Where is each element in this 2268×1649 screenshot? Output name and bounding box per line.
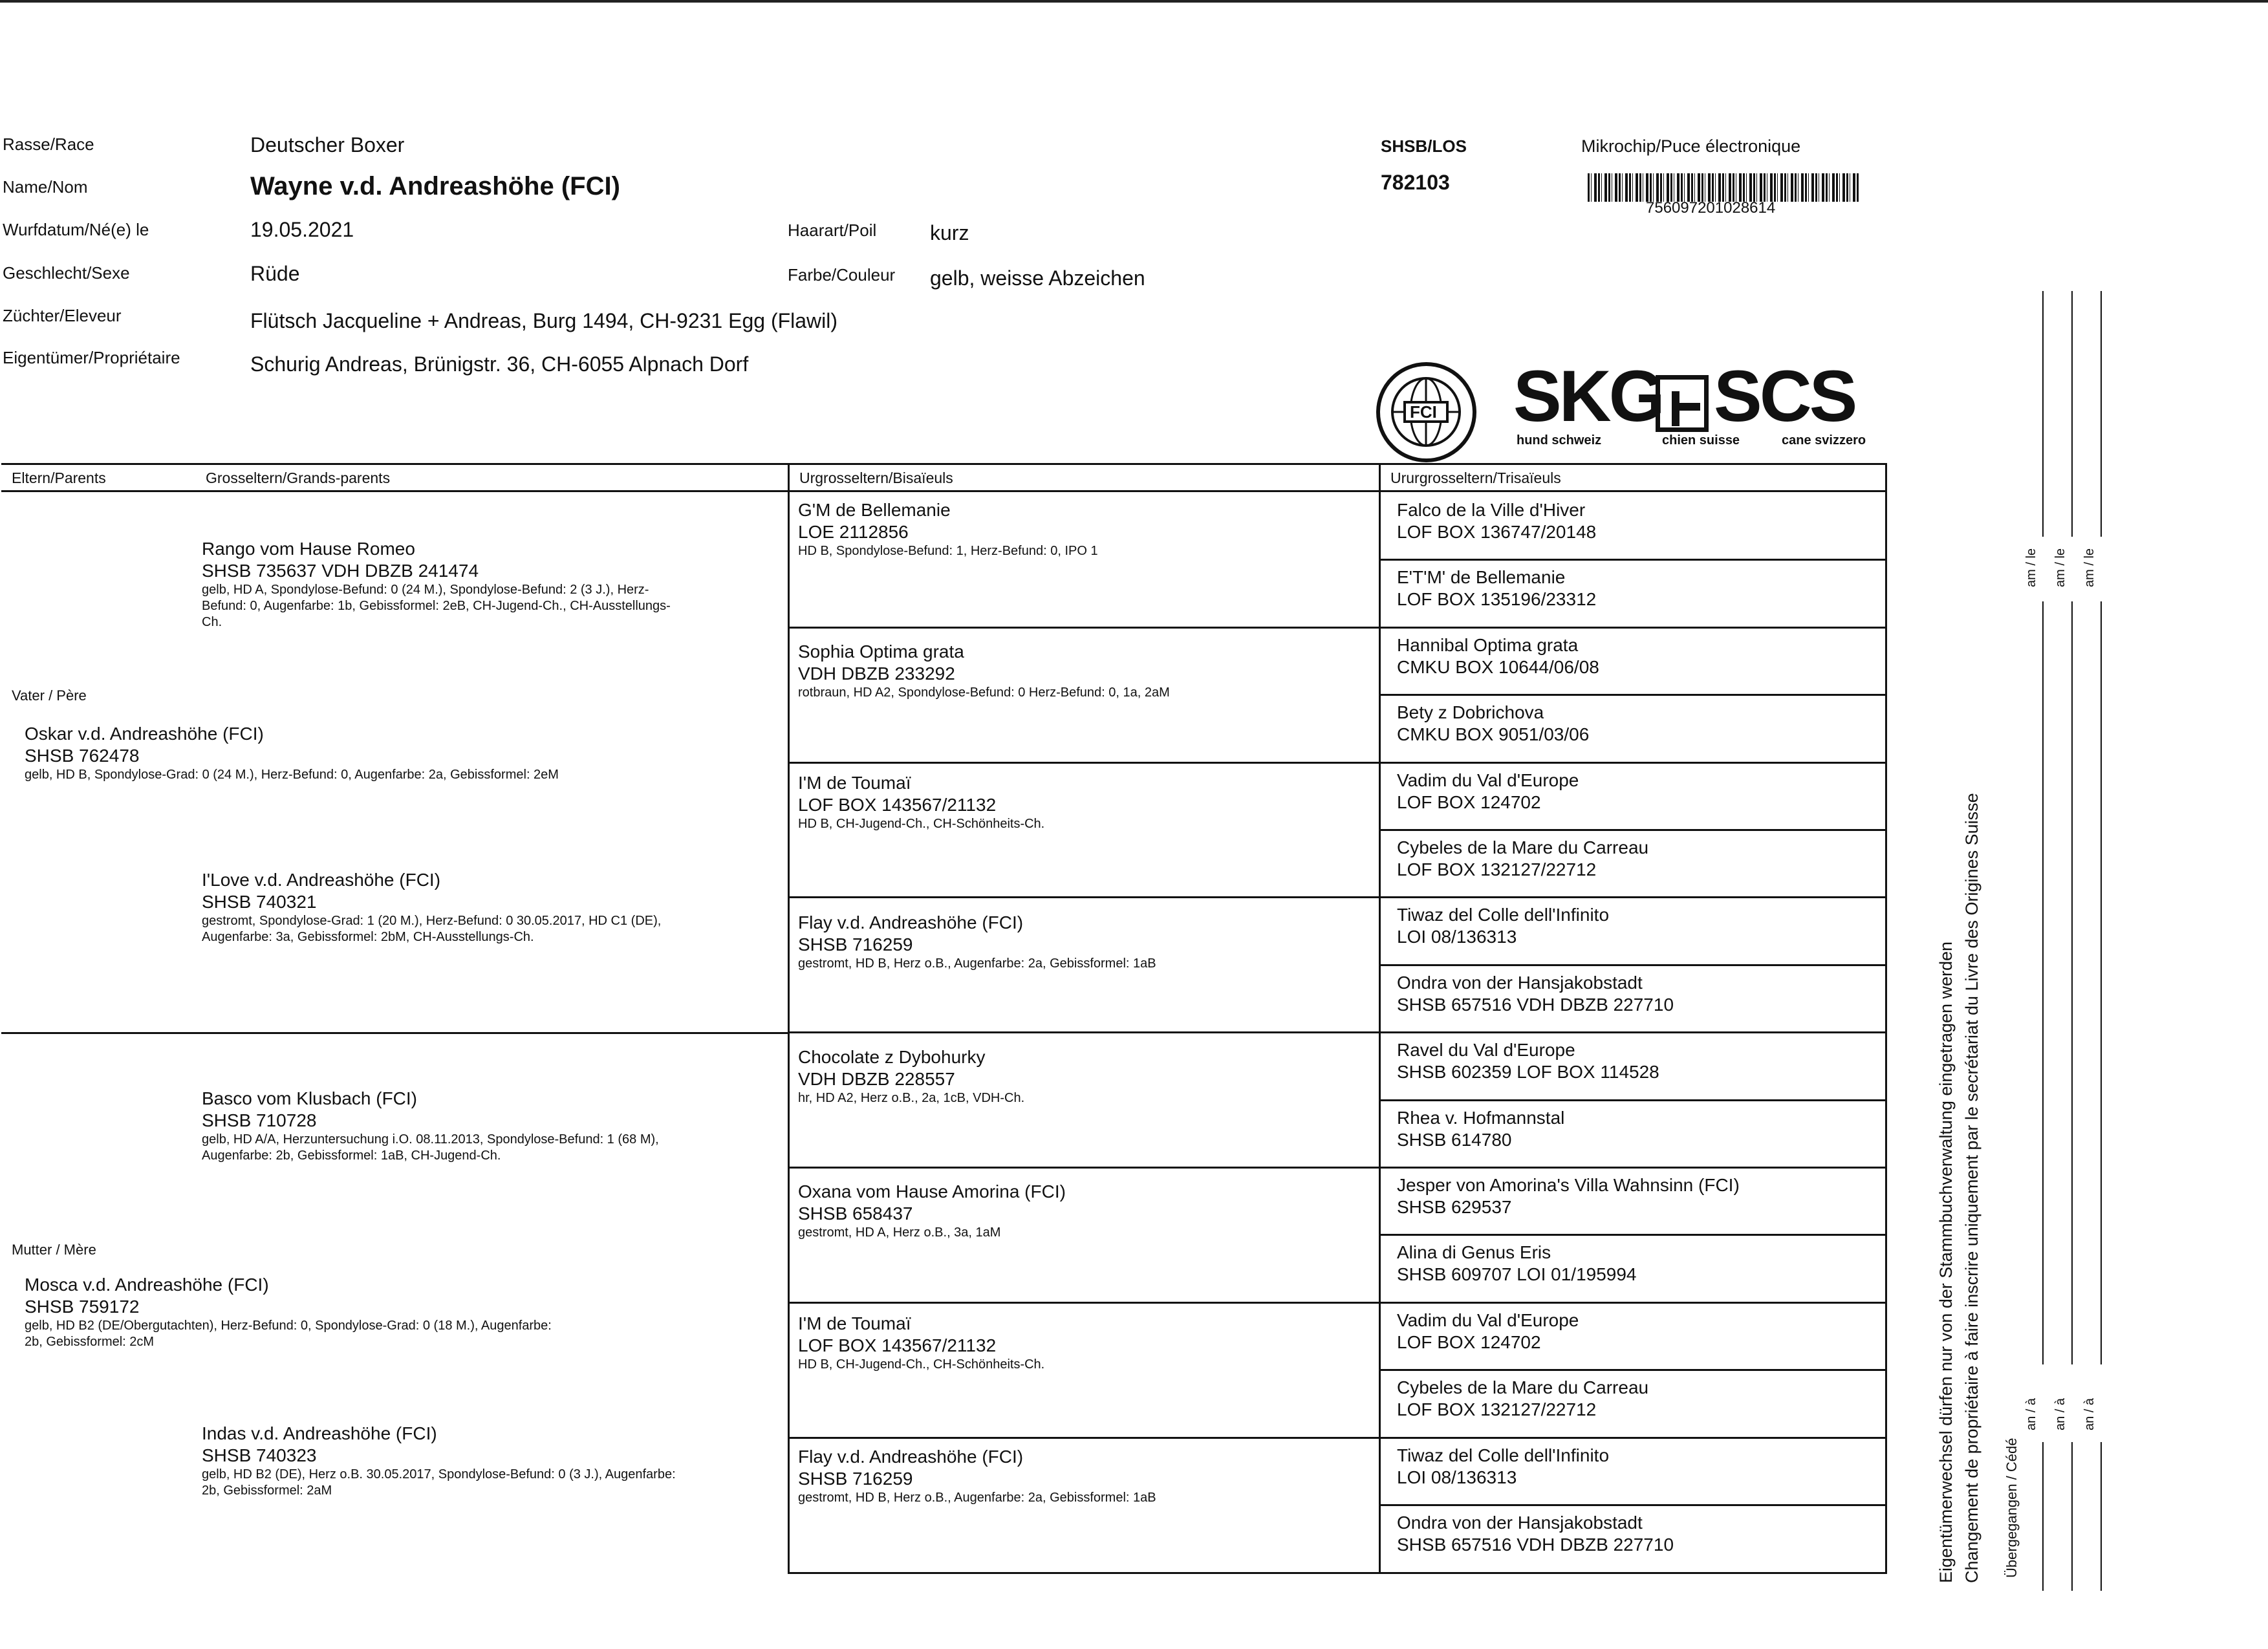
gg-reg: CMKU BOX 9051/03/06 — [1397, 724, 1590, 744]
gg-name: Vadim du Val d'Europe — [1397, 770, 1579, 790]
greatgreat-row-divider — [1379, 1302, 1887, 1304]
header-grandparents: Grosseltern/Grands-parents — [206, 469, 391, 486]
great-name: Chocolate z Dybohurky — [798, 1047, 986, 1067]
table-top-border — [1, 463, 1887, 465]
value-wurfdatum: 19.05.2021 — [250, 218, 354, 241]
greatgreat-row-divider — [1379, 1234, 1887, 1236]
gg-name: Cybeles de la Mare du Carreau — [1397, 837, 1649, 857]
grandparent-details-line: gelb, HD A/A, Herzuntersuchung i.O. 08.11.2013, Spondylose-Befund: 1 (68 M), — [202, 1132, 659, 1147]
label-mikrochip: Mikrochip/Puce électronique — [1581, 136, 1801, 156]
great-reg: VDH DBZB 228557 — [798, 1069, 955, 1089]
great-great-grandparent — [1397, 1310, 1579, 1353]
gg-reg: LOF BOX 135196/23312 — [1397, 589, 1597, 609]
grandparent-reg: SHSB 740323 — [202, 1445, 317, 1465]
table-right-border — [1885, 463, 1887, 1574]
gg-name: Bety z Dobrichova — [1397, 702, 1544, 722]
great-grandparent-3 — [798, 772, 1044, 832]
gg-reg: LOF BOX 124702 — [1397, 1332, 1541, 1352]
great-grandparent-5 — [798, 1046, 1024, 1106]
gg-reg: SHSB 614780 — [1397, 1130, 1512, 1150]
greatgreat-row-divider — [1379, 1504, 1887, 1506]
grandparent-1 — [202, 538, 671, 630]
greatgreat-row-divider — [1379, 627, 1887, 629]
great-name: Oxana vom Hause Amorina (FCI) — [798, 1181, 1066, 1202]
great-row-divider — [788, 1031, 1379, 1033]
label-haarart: Haarart/Poil — [788, 221, 877, 240]
great-name: Sophia Optima grata — [798, 641, 964, 662]
gg-name: Tiwaz del Colle dell'Infinito — [1397, 1445, 1610, 1465]
gg-reg: LOF BOX 124702 — [1397, 792, 1541, 812]
table-col-divider-1 — [788, 463, 790, 1574]
great-great-grandparent — [1397, 972, 1674, 1016]
skg-emblem-icon — [1656, 375, 1709, 432]
grandparent-2 — [202, 869, 661, 945]
value-shsb: 782103 — [1381, 171, 1450, 194]
great-row-divider — [788, 1302, 1379, 1304]
value-rasse: Deutscher Boxer — [250, 133, 405, 156]
label-rasse: Rasse/Race — [3, 135, 94, 154]
great-great-grandparent — [1397, 904, 1609, 948]
parent-details: gelb, HD B, Spondylose-Grad: 0 (24 M.), Herz-Befund: 0, Augenfarbe: 2a, Gebissformel: 2eM — [25, 768, 559, 782]
value-farbe: gelb, weisse Abzeichen — [930, 266, 1145, 290]
greatgreat-row-divider — [1379, 896, 1887, 898]
greatgreat-row-divider — [1379, 1099, 1887, 1101]
an-label: an / à — [2024, 1397, 2038, 1430]
tagline-it: cane svizzero — [1782, 433, 1866, 447]
great-great-grandparent — [1397, 566, 1596, 610]
greatgreat-row-divider — [1379, 762, 1887, 764]
grandparent-name: Indas v.d. Andreashöhe (FCI) — [202, 1423, 437, 1443]
great-details: gestromt, HD A, Herz o.B., 3a, 1aM — [798, 1225, 1001, 1240]
value-zuechter: Flütsch Jacqueline + Andreas, Burg 1494, CH-9231 Egg (Flawil) — [250, 309, 838, 332]
grandparent-reg: SHSB 740321 — [202, 892, 317, 912]
gg-reg: SHSB 609707 LOI 01/195994 — [1397, 1264, 1637, 1284]
label-name: Name/Nom — [3, 177, 88, 197]
table-header-divider — [1, 490, 1887, 492]
label-geschlecht: Geschlecht/Sexe — [3, 263, 130, 283]
grandparent-4 — [202, 1423, 676, 1499]
header-parents: Eltern/Parents — [12, 469, 106, 486]
great-great-grandparent — [1397, 1039, 1659, 1083]
header-great: Urgrosseltern/Bisaïeuls — [799, 469, 953, 486]
role-father: Vater / Père — [12, 687, 87, 704]
great-details: HD B, Spondylose-Befund: 1, Herz-Befund: 0, IPO 1 — [798, 544, 1098, 558]
great-row-divider — [788, 896, 1379, 898]
great-grandparent-1 — [798, 499, 1098, 559]
gg-reg: LOF BOX 136747/20148 — [1397, 522, 1597, 542]
great-great-grandparent — [1397, 1174, 1740, 1218]
great-grandparent-6 — [798, 1181, 1066, 1241]
tagline-de: hund schweiz — [1517, 433, 1602, 447]
great-details: HD B, CH-Jugend-Ch., CH-Schönheits-Ch. — [798, 817, 1045, 831]
blank-line-date-3 — [2101, 601, 2102, 1364]
great-name: Flay v.d. Andreashöhe (FCI) — [798, 912, 1024, 932]
great-row-divider — [788, 1437, 1379, 1439]
great-row-divider — [788, 1167, 1379, 1169]
table-bottom-border — [788, 1572, 1887, 1574]
gg-name: Alina di Genus Eris — [1397, 1242, 1551, 1262]
great-great-grandparent — [1397, 702, 1589, 746]
great-name: I'M de Toumaï — [798, 773, 911, 793]
great-name: G'M de Bellemanie — [798, 500, 951, 520]
blank-line-owner-2 — [2071, 291, 2073, 537]
gg-reg: SHSB 657516 VDH DBZB 227710 — [1397, 995, 1674, 1015]
am-label: am / le — [2024, 548, 2038, 587]
parent-name: Oskar v.d. Andreashöhe (FCI) — [25, 724, 264, 744]
greatgreat-row-divider — [1379, 964, 1887, 966]
gg-reg: LOF BOX 132127/22712 — [1397, 859, 1597, 879]
great-great-grandparent — [1397, 1242, 1637, 1286]
great-details: gestromt, HD B, Herz o.B., Augenfarbe: 2a, Gebissformel: 1aB — [798, 956, 1156, 971]
scan-top-edge — [0, 0, 2268, 3]
greatgreat-row-divider — [1379, 1437, 1887, 1439]
am-label: am / le — [2053, 548, 2068, 587]
gg-name: Jesper von Amorina's Villa Wahnsinn (FCI) — [1397, 1175, 1740, 1195]
grandparent-reg: SHSB 735637 VDH DBZB 241474 — [202, 561, 479, 581]
value-geschlecht: Rüde — [250, 262, 300, 285]
gg-reg: LOI 08/136313 — [1397, 927, 1517, 947]
gg-reg: LOI 08/136313 — [1397, 1467, 1517, 1487]
great-row-divider — [788, 627, 1379, 629]
great-reg: LOF BOX 143567/21132 — [798, 1335, 997, 1355]
blank-line-to-2 — [2071, 1442, 2073, 1591]
greatgreat-row-divider — [1379, 1369, 1887, 1371]
great-great-grandparent — [1397, 837, 1648, 881]
gg-name: Tiwaz del Colle dell'Infinito — [1397, 905, 1610, 925]
great-reg: SHSB 716259 — [798, 934, 913, 954]
label-farbe: Farbe/Couleur — [788, 265, 896, 285]
blank-line-date-2 — [2071, 601, 2073, 1364]
value-mikrochip: 756097201028614 — [1646, 199, 1776, 217]
great-great-grandparent — [1397, 1107, 1564, 1151]
great-great-grandparent — [1397, 770, 1579, 814]
grandparent-details-line: Befund: 0, Augenfarbe: 1b, Gebissformel: 2eB, CH-Jugend-Ch., CH-Ausstellungs- — [202, 599, 671, 613]
greatgreat-row-divider — [1379, 829, 1887, 831]
gg-name: Ondra von der Hansjakobstadt — [1397, 1513, 1643, 1533]
an-label: an / à — [2053, 1397, 2068, 1430]
table-col-divider-2 — [1379, 463, 1381, 1574]
role-mother: Mutter / Mère — [12, 1242, 96, 1258]
an-label: an / à — [2082, 1397, 2097, 1430]
barcode-graphic — [1588, 173, 1859, 202]
gg-reg: LOF BOX 132127/22712 — [1397, 1399, 1597, 1419]
gg-name: Ravel du Val d'Europe — [1397, 1040, 1575, 1060]
great-grandparent-8 — [798, 1446, 1156, 1506]
parent-reg: SHSB 759172 — [25, 1297, 140, 1317]
am-label: am / le — [2082, 548, 2097, 587]
great-reg: LOE 2112856 — [798, 522, 909, 542]
scs-text: SCS — [1714, 356, 1855, 436]
gg-reg: CMKU BOX 10644/06/08 — [1397, 657, 1599, 677]
great-grandparent-7 — [798, 1313, 1044, 1373]
grandparent-name: Basco vom Klusbach (FCI) — [202, 1088, 417, 1108]
side-notice-fr: Changement de propriétaire à faire inscrire uniquement par le secrétariat du Livre des Origines Suisse — [1962, 793, 1982, 1583]
gg-name: Ondra von der Hansjakobstadt — [1397, 973, 1643, 993]
label-eigentuemer: Eigentümer/Propriétaire — [3, 348, 180, 367]
great-great-grandparent — [1397, 1512, 1674, 1556]
table-mid-divider — [1, 1032, 789, 1034]
gg-name: Vadim du Val d'Europe — [1397, 1310, 1579, 1330]
great-name: I'M de Toumaï — [798, 1313, 911, 1333]
gg-name: Hannibal Optima grata — [1397, 635, 1579, 655]
gg-name: Falco de la Ville d'Hiver — [1397, 500, 1586, 520]
blank-line-owner-1 — [2042, 291, 2044, 537]
grandparent-details-line: gestromt, Spondylose-Grad: 1 (20 M.), Herz-Befund: 0 30.05.2017, HD C1 (DE), — [202, 914, 662, 928]
great-reg: SHSB 658437 — [798, 1203, 913, 1223]
blank-line-owner-3 — [2101, 291, 2102, 537]
label-zuechter: Züchter/Eleveur — [3, 306, 122, 325]
parent-details-line: 2b, Gebissformel: 2cM — [25, 1335, 155, 1349]
value-haarart: kurz — [930, 221, 969, 244]
skg-text: SKG — [1513, 356, 1663, 436]
grandparent-details-line: gelb, HD B2 (DE), Herz o.B. 30.05.2017, Spondylose-Befund: 0 (3 J.), Augenfarbe: — [202, 1467, 676, 1482]
great-grandparent-2 — [798, 641, 1170, 701]
grandparent-reg: SHSB 710728 — [202, 1110, 317, 1130]
value-name: Wayne v.d. Andreashöhe (FCI) — [250, 172, 620, 200]
greatgreat-row-divider — [1379, 694, 1887, 696]
grandparent-details-line: gelb, HD A, Spondylose-Befund: 0 (24 M.), Spondylose-Befund: 2 (3 J.), Herz- — [202, 583, 649, 597]
side-notice-de: Eigentümerwechsel dürfen nur von der Stammbuchverwaltung eingetragen werden — [1936, 941, 1956, 1583]
parent-details-line: gelb, HD B2 (DE/Obergutachten), Herz-Befund: 0, Spondylose-Grad: 0 (18 M.), Augenfarbe: — [25, 1319, 552, 1333]
blank-line-to-3 — [2101, 1442, 2102, 1591]
fci-logo — [1376, 362, 1476, 462]
blank-line-date-1 — [2042, 601, 2044, 1364]
great-details: HD B, CH-Jugend-Ch., CH-Schönheits-Ch. — [798, 1357, 1045, 1372]
great-great-grandparent — [1397, 1377, 1648, 1421]
gg-reg: SHSB 602359 LOF BOX 114528 — [1397, 1062, 1659, 1082]
great-row-divider — [788, 762, 1379, 764]
header-greatgreat: Ururgrosseltern/Trisaïeuls — [1390, 469, 1561, 486]
tagline-fr: chien suisse — [1662, 433, 1740, 447]
label-wurfdatum: Wurfdatum/Né(e) le — [3, 220, 149, 239]
grandparent-3 — [202, 1088, 659, 1164]
greatgreat-row-divider — [1379, 559, 1887, 561]
great-details: rotbraun, HD A2, Spondylose-Befund: 0 Herz-Befund: 0, 1a, 2aM — [798, 685, 1170, 700]
great-details: gestromt, HD B, Herz o.B., Augenfarbe: 2a, Gebissformel: 1aB — [798, 1491, 1156, 1505]
blank-line-to-1 — [2042, 1442, 2044, 1591]
value-eigentuemer: Schurig Andreas, Brünigstr. 36, CH-6055 Alpnach Dorf — [250, 352, 749, 376]
great-name: Flay v.d. Andreashöhe (FCI) — [798, 1447, 1024, 1467]
gg-name: E'T'M' de Bellemanie — [1397, 567, 1566, 587]
grandparent-details-line: Augenfarbe: 3a, Gebissformel: 2bM, CH-Ausstellungs-Ch. — [202, 930, 534, 944]
great-grandparent-4 — [798, 912, 1156, 972]
great-reg: LOF BOX 143567/21132 — [798, 795, 997, 815]
great-reg: VDH DBZB 233292 — [798, 663, 955, 684]
parent-reg: SHSB 762478 — [25, 746, 140, 766]
greatgreat-row-divider — [1379, 1167, 1887, 1169]
grandparent-name: I'Love v.d. Andreashöhe (FCI) — [202, 870, 441, 890]
greatgreat-row-divider — [1379, 1031, 1887, 1033]
great-great-grandparent — [1397, 1445, 1609, 1489]
great-details: hr, HD A2, Herz o.B., 2a, 1cB, VDH-Ch. — [798, 1091, 1025, 1105]
great-reg: SHSB 716259 — [798, 1469, 913, 1489]
great-great-grandparent — [1397, 499, 1596, 543]
gg-reg: SHSB 629537 — [1397, 1197, 1512, 1217]
grandparent-details-line: Ch. — [202, 615, 222, 629]
grandparent-details-line: 2b, Gebissformel: 2aM — [202, 1483, 332, 1498]
grandparent-name: Rango vom Hause Romeo — [202, 539, 415, 559]
transfer-label: Übergegangen / Cédé — [2003, 1438, 2020, 1578]
grandparent-details-line: Augenfarbe: 2b, Gebissformel: 1aB, CH-Jugend-Ch. — [202, 1148, 501, 1163]
gg-name: Cybeles de la Mare du Carreau — [1397, 1377, 1649, 1397]
gg-name: Rhea v. Hofmannstal — [1397, 1108, 1565, 1128]
great-great-grandparent — [1397, 634, 1599, 678]
parent-name: Mosca v.d. Andreashöhe (FCI) — [25, 1275, 269, 1295]
gg-reg: SHSB 657516 VDH DBZB 227710 — [1397, 1535, 1674, 1555]
label-shsb: SHSB/LOS — [1381, 136, 1467, 156]
fci-text: FCI — [1410, 402, 1437, 422]
parent-father — [25, 723, 559, 783]
parent-mother — [25, 1274, 552, 1350]
